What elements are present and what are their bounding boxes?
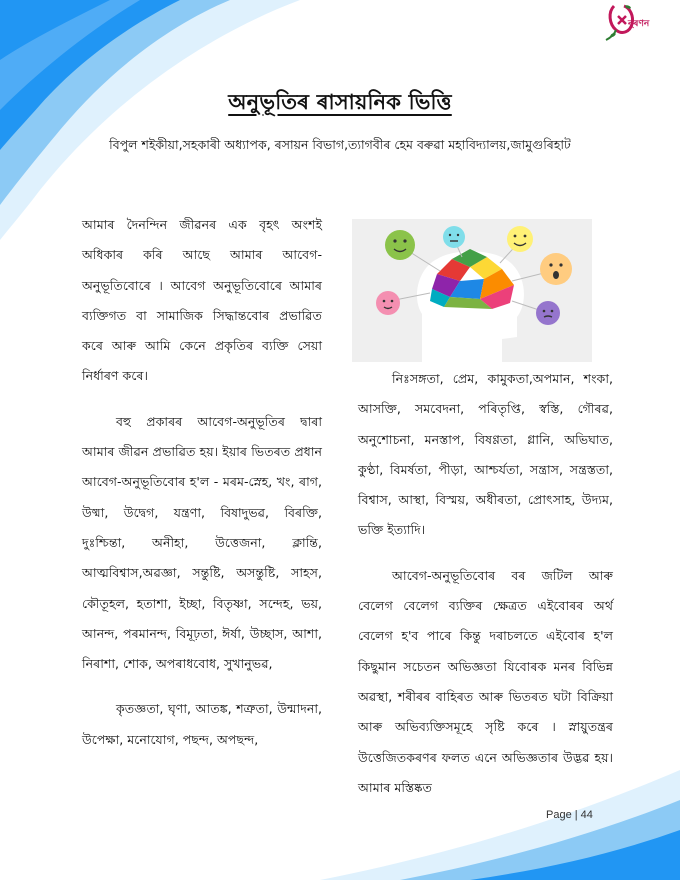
right-column [358, 364, 613, 803]
paragraph-emotions-list: বহু প্ৰকাৰৰ আবেগ-অনুভূতিৰ দ্বাৰা আমাৰ জীৱন প্ৰভাৱিত হয়। ইয়াৰ ভিতৰত প্ৰধান আবেগ-অনুভূতিবোৰ হ'ল - মৰম-স্নেহ, খং, ৰাগ, উষ্মা, উদ্বেগ, যন্ত্ৰণা, বিষাদুভৱ, বিৰক্তি, দুঃশ্চিন্তা, অনীহা, উত্তেজনা, ক্লান্তি, আত্মবিশ্বাস,অৱজ্ঞা, সন্তুষ্টি, অসন্তুষ্টি, সাহস, কৌতূহল, হতাশা, ইচ্ছা, বিতৃষ্ণা, সন্দেহ, ভয়, আনন্দ, পৰমানন্দ, বিমূঢ়তা, ঈৰ্ষা, উচ্ছাস, আশা, নিৰাশা, শোক, অপৰাধবোধ, সুখানুভৱ, [82, 413, 322, 672]
paragraph-complexity: আবেগ-অনুভূতিবোৰ বৰ জটিল আৰু বেলেগ বেলেগ ব্যক্তিৰ ক্ষেত্ৰত এইবোৰৰ অৰ্থ বেলেগ হ'ব পাৰে কিন্তু দৰাচলতে এইবোৰ হ'ল কিছুমান সচেতন অভিজ্ঞতা যিবোৰক মনৰ বিভিন্ন অৱস্থা, শৰীৰৰ বাহিৰত আৰু ভিতৰত ঘটা বিক্ৰিয়া আৰু অভিব্যক্তিসমূহে সৃষ্টি কৰে । স্নায়ুতন্ত্ৰৰ উত্তেজিতকৰণৰ ফলত এনে অভিজ্ঞতাৰ উদ্ভৱ হয়। আমাৰ মস্তিষ্কত [358, 567, 613, 795]
article-title: অনুভূতিৰ ৰাসায়নিক ভিত্তি [228, 90, 452, 114]
paragraph-intro: আমাৰ দৈনন্দিন জীৱনৰ এক বৃহৎ অংশই অধিকাৰ কৰি আছে আমাৰ আবেগ-অনুভূতিবোৰে । আবেগ অনুভূতিবোৰে আমাৰ ব্যক্তিগত বা সামাজিক সিদ্ধান্তবোৰ প্ৰভাৱিত কৰে আৰু আমি কেনে প্ৰকৃতিৰ ব্যক্তি সেয়া নিৰ্ধাৰণ কৰে। [82, 217, 322, 384]
emotions-brain-illustration [352, 219, 592, 362]
logo-text: নুৰণন [628, 19, 650, 29]
paragraph-emotions-continued: কৃতজ্ঞতা, ঘৃণা, আতঙ্ক, শত্ৰুতা, উন্মাদনা, উপেক্ষা, মনোযোগ, পছন্দ, অপছন্দ, [82, 701, 322, 747]
left-column [82, 210, 322, 755]
article-title-wrapper [0, 86, 680, 121]
page-number: Page | 44 [546, 809, 593, 821]
author-line: বিপুল শইকীয়া,সহকাৰী অধ্যাপক, ৰসায়ন বিভাগ,ত্যাগবীৰ হেম বৰুৱা মহাবিদ্যালয়,জামুগুৰিহাট [109, 137, 571, 152]
paragraph-emotions-list-end: নিঃসঙ্গতা, প্ৰেম, কামুকতা,অপমান, শংকা, আসক্তি, সমবেদনা, পৰিতৃপ্তি, স্বস্তি, গৌৰৱ, অনুশোচনা, মনস্তাপ, বিষণ্ণতা, গ্লানি, অভিঘাত, কুণ্ঠা, বিমৰ্ষতা, পীড়া, আশ্চৰ্যতা, সন্ত্ৰাস, সন্ত্ৰস্ততা, বিশ্বাস, আস্থা, বিস্ময়, অধীৰতা, প্ৰোৎসাহ, উদ্যম, ভক্তি ইত্যাদি। [358, 371, 613, 538]
